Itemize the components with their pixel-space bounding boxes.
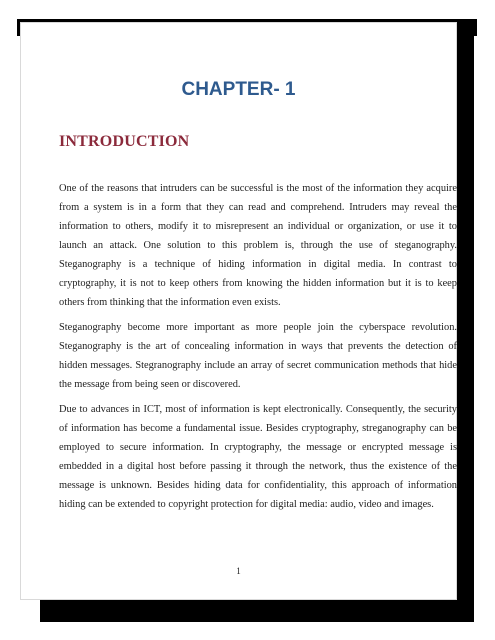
paragraph: One of the reasons that intruders can be successful is the most of the information they acquire from a system is in a form that they can read and comprehend. Intruders may reveal the information to others, modify it to misrepresent an individual or organization, or use it to launch an attack. One solution to this problem is, through the use of steganography. Steganography is a technique of hiding information in digital media. In contrast to cryptography, it is not to keep others from knowing the hidden information but it is to keep others from thinking that the information even exists. [59,183,457,308]
page-number: 1 [236,566,241,576]
chapter-title: CHAPTER- 1 [181,79,296,100]
paragraph: Due to advances in ICT, most of information is kept electronically. Consequently, the security of information has become a fundamental issue. Besides cryptography, streganography can be employed to secure information. In cryptography, the message or encrypted message is embedded in a digital host before passing it through the network, thus the existence of the message is unknown. Besides hiding data for confidentiality, this approach of information hiding can be extended to copyright protection for digital media: audio, video and images. [59,404,457,510]
body-text [59,179,457,520]
paragraph: Steganography become more important as more people join the cyberspace revolution. Steganography is the art of concealing information in ways that prevents the detection of hidden messages. Stegranography include an array of secret communication methods that hide the message from being seen or discovered. [59,322,457,390]
document-page [20,22,457,600]
section-heading: INTRODUCTION [59,133,190,150]
